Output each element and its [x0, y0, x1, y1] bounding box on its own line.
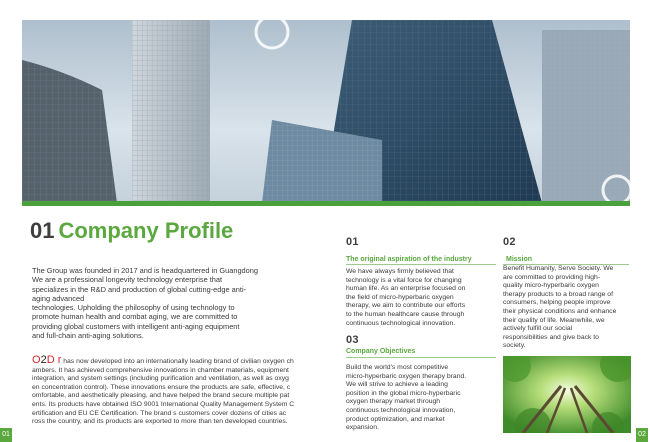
hero-accent-bar	[22, 201, 630, 206]
brand-line: integration, and system settings (including purification and ventilation, as well as oxyg	[32, 375, 289, 383]
brand-line: ertification and EU CE Certification. The brand s customers cover dozens of cities ac	[32, 409, 287, 417]
intro-line: aging advanced	[32, 293, 85, 303]
logo-dr: D r	[46, 354, 62, 366]
intro-paragraph	[32, 266, 322, 340]
aspiration-line: human life. As an enterprise focused on	[346, 285, 466, 293]
aspiration-line: continuous technological innovation.	[346, 319, 456, 327]
intro-line: technologies. Upholding the philosophy of using technology to	[32, 303, 235, 313]
aspiration-number: 01	[346, 236, 359, 248]
aspiration-line: to the human healthcare cause through	[346, 310, 465, 318]
mission-line: quality micro-hyperbaric oxygen	[503, 282, 599, 290]
brand-line: ents. Its products have obtained ISO 9001 International Quality Management System C	[32, 400, 295, 408]
objectives-heading: Company Objectives	[346, 348, 416, 355]
intro-line: specializes in the R&D and production of global cutting-edge anti-	[32, 284, 247, 294]
section-title-text: Company Profile	[58, 218, 234, 243]
brand-first-line	[32, 356, 332, 367]
logo-o: O	[32, 354, 41, 366]
mission-line: therapy products to a broad range of	[503, 290, 613, 298]
objectives-line: position in the global micro-hyperbaric	[346, 389, 461, 397]
mission-line: actively fulfill our social	[503, 325, 573, 333]
brand-line: en concentration control). These innovations ensure the products are safe, effective, c	[32, 383, 291, 391]
objectives-number: 03	[346, 334, 359, 346]
brand-line: ambers. It has achieved comprehensive innovations in chamber materials, equipment	[32, 366, 289, 374]
logo-2: 2	[40, 354, 47, 366]
aspiration-heading: The original aspiration of the industry	[346, 256, 472, 263]
objectives-line: We will strive to achieve a leading	[346, 381, 448, 389]
objectives-line: Build the world's most competitive	[346, 364, 449, 371]
brand-line: has now developed into an internationally leading brand of civilian oxygen ch	[63, 358, 294, 365]
mission-number: 02	[503, 236, 516, 248]
left-page-number: 01	[0, 428, 12, 442]
objectives-line: expansion.	[346, 424, 379, 432]
mission-line: Benefit Humanity, Serve Society. We	[503, 265, 614, 272]
intro-line: We are a professional longevity technology enterprise that	[32, 275, 223, 285]
brand-paragraph	[32, 356, 332, 427]
objectives-divider	[346, 357, 496, 358]
objectives-line: product optimization, and market	[346, 415, 445, 423]
objectives-text	[346, 364, 498, 433]
mission-line: society.	[503, 342, 526, 350]
aspiration-line: the field of micro-hyperbaric oxygen	[346, 293, 454, 301]
brand-logo-text	[32, 354, 61, 366]
aspiration-divider	[346, 264, 496, 265]
aspiration-line: We have always firmly believed that	[346, 268, 454, 275]
mission-heading: Mission	[506, 256, 533, 263]
aspiration-text	[346, 268, 498, 328]
mission-text	[503, 265, 633, 351]
mission-line: are committed to providing high-	[503, 273, 601, 281]
brand-line: ross the country, and its products are exported to more than ten developed countries.	[32, 418, 288, 426]
brand-line: omfortable, and aesthetically pleasing, and have helped the brand secure multiple pat	[32, 392, 290, 400]
objectives-line: micro-hyperbaric oxygen therapy brand.	[346, 372, 467, 380]
intro-line: providing global customers with intelligent anti-aging equipment	[32, 321, 240, 331]
aspiration-line: technology is a vital force for changing	[346, 276, 462, 284]
objectives-line: oxygen therapy market through	[346, 398, 441, 406]
mission-line: consumers, helping people improve	[503, 299, 611, 307]
section-title	[30, 218, 233, 244]
section-number: 01	[30, 218, 55, 243]
objectives-line: continuous technological innovation,	[346, 406, 456, 414]
mission-line: their physical conditions and enhance	[503, 307, 617, 315]
aspiration-line: therapy, we aim to contribute our efforts	[346, 302, 466, 310]
intro-line: and full-chain anti-aging solutions.	[32, 331, 144, 341]
mission-line: their quality of life. Meanwhile, we	[503, 316, 605, 324]
intro-line: The Group was founded in 2017 and is headquartered in Guangdong	[32, 266, 258, 275]
mission-line: responsibilities and give back to	[503, 333, 599, 341]
right-page-number: 02	[636, 428, 648, 442]
hero-skyscraper-photo	[22, 20, 630, 203]
forest-canopy-photo	[503, 356, 631, 433]
intro-line: promote human health and combat aging, we are committed to	[32, 312, 238, 322]
